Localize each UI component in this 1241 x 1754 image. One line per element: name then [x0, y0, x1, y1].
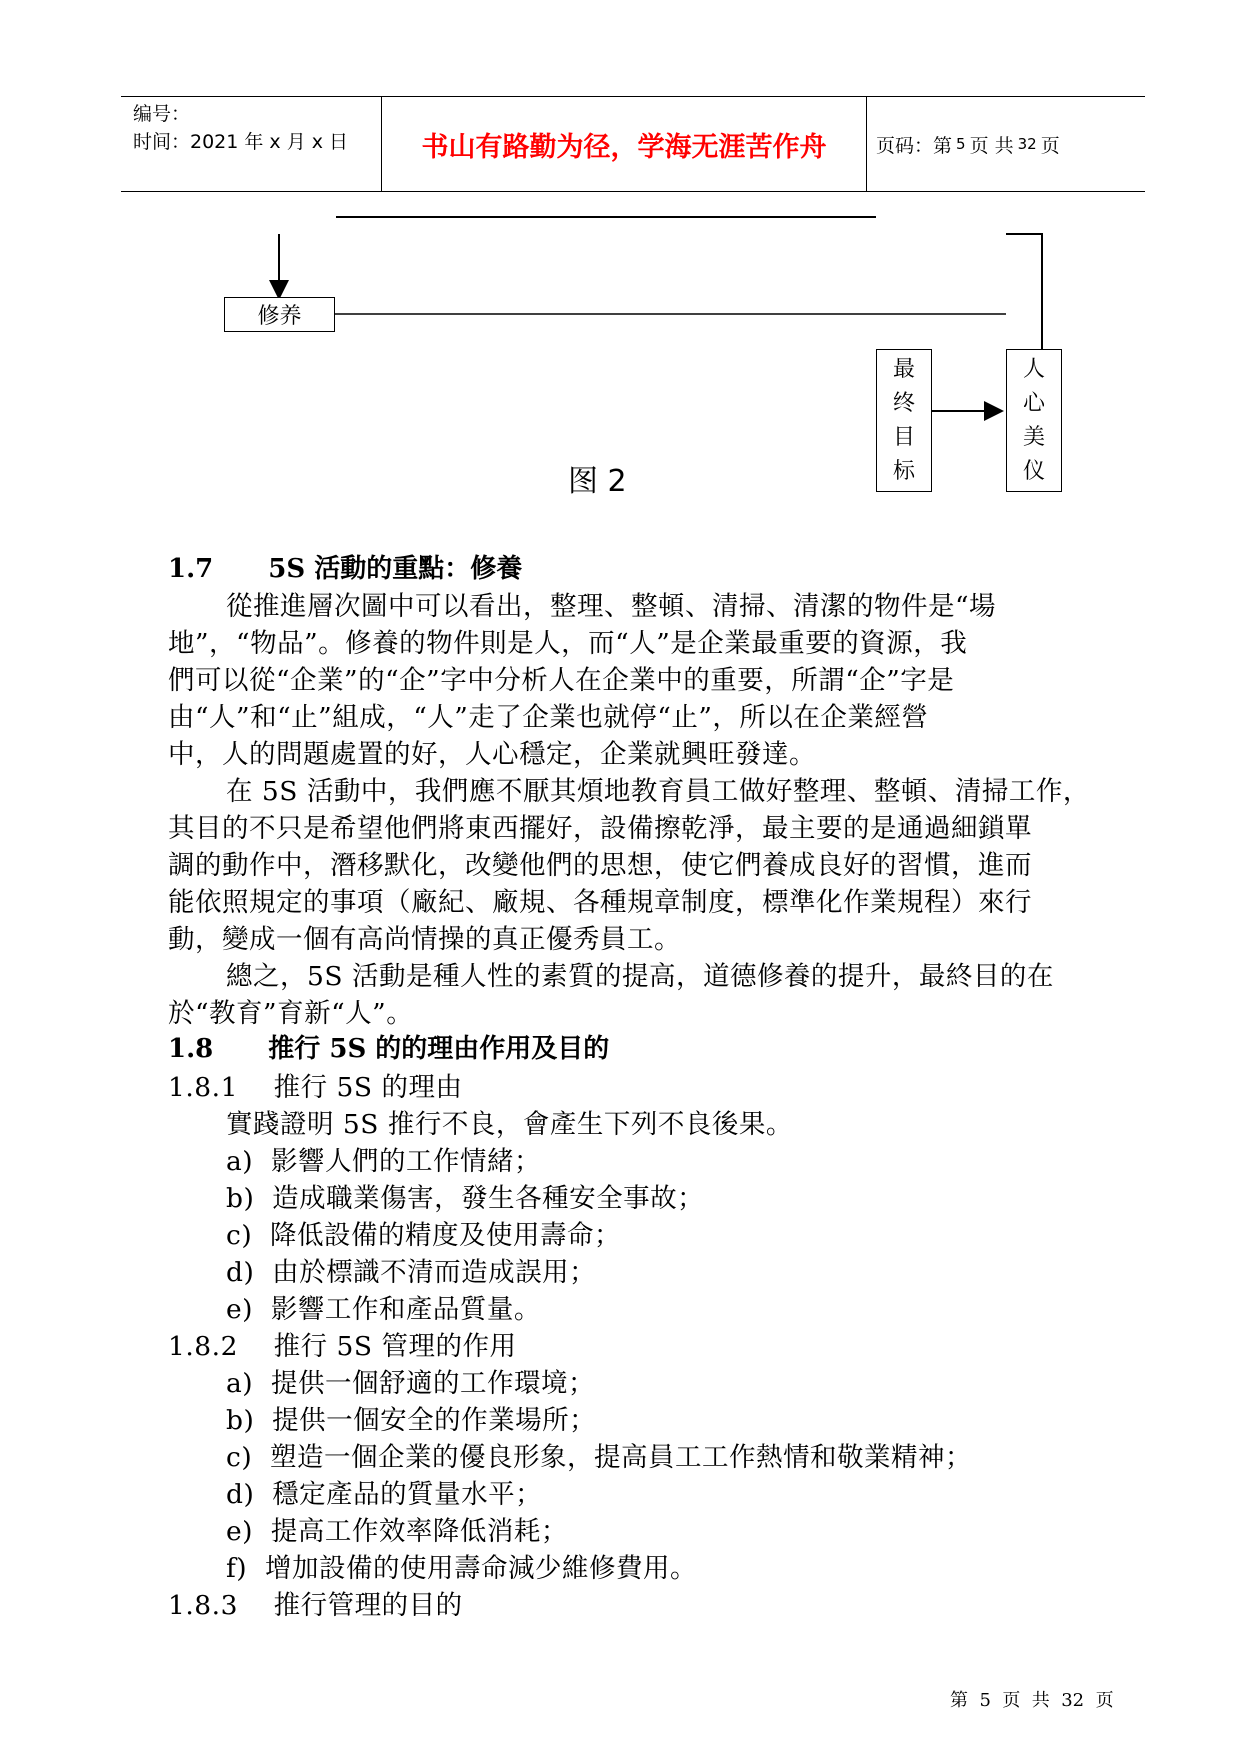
subsection-1-8-2: 1.8.2 推行 5S 管理的作用: [168, 1331, 517, 1362]
renxin-char: 美: [1022, 424, 1045, 450]
section-1-7-heading: [168, 548, 522, 585]
list-item: a) 影響人們的工作情緒；: [226, 1146, 541, 1177]
list-item: b) 造成職業傷害，發生各種安全事故；: [226, 1183, 705, 1214]
list-item: a) 提供一個舒適的工作環境；: [226, 1368, 595, 1399]
list-item: e) 提高工作效率降低消耗；: [226, 1516, 568, 1547]
figure-2-diagram: [0, 0, 1241, 520]
page-total: 32: [1017, 135, 1037, 153]
paragraph-line: 由“人”和“止”組成，“人”走了企業也就停“止”，所以在企業經營: [168, 702, 929, 733]
paragraph-line: 從推進層次圖中可以看出，整理、整頓、清掃、清潔的物件是“場: [226, 591, 997, 622]
list-item: e) 影響工作和產品質量。: [226, 1294, 541, 1325]
goal-char: 目: [892, 424, 915, 450]
figure-caption: 图 2: [568, 464, 627, 499]
list-item: c) 塑造一個企業的優良形象，提高員工工作熱情和敬業精神；: [226, 1442, 973, 1473]
section-title: 5S 活動的重點：修養: [268, 554, 523, 584]
section-number: 1.8: [168, 1034, 214, 1064]
page-suffix: 页: [1040, 134, 1060, 157]
subsection-intro: 實踐證明 5S 推行不良，會產生下列不良後果。: [226, 1109, 793, 1140]
paragraph-line: 其目的不只是希望他們將東西擺好，設備擦乾淨，最主要的是通過細鎖單: [168, 813, 1032, 844]
list-item: f) 增加設備的使用壽命減少維修費用。: [226, 1553, 697, 1584]
list-item: b) 提供一個安全的作業場所；: [226, 1405, 597, 1436]
box-final-goal: [876, 349, 932, 492]
section-title: 推行 5S 的的理由作用及目的: [268, 1034, 610, 1064]
date-label: 时间：2021 年 x 月 x 日: [133, 131, 349, 153]
page-number: 5: [956, 135, 966, 153]
paragraph-line: 地”，“物品”。修養的物件則是人，而“人”是企業最重要的資源，我: [168, 628, 968, 659]
right-bracket-line: [1006, 234, 1042, 349]
page-prefix: 页码：第: [876, 134, 953, 157]
paragraph-line: 們可以從“企業”的“企”字中分析人在企業中的重要，所謂“企”字是: [168, 665, 955, 696]
page-footer: 第 5 页 共 32 页: [950, 1690, 1114, 1711]
renxin-char: 心: [1022, 390, 1045, 416]
subsection-1-8-1: 1.8.1 推行 5S 的理由: [168, 1072, 463, 1103]
renxin-char: 人: [1022, 356, 1045, 382]
paragraph-line: 在 5S 活動中，我們應不厭其煩地教育員工做好整理、整頓、清掃工作，: [226, 776, 1090, 807]
list-item: d) 由於標識不清而造成誤用；: [226, 1257, 597, 1288]
box-xiuyang-label: 修养: [257, 304, 302, 329]
page-mid: 页 共: [969, 134, 1014, 157]
section-number: 1.7: [168, 554, 214, 584]
goal-char: 最: [892, 356, 915, 382]
section-1-8-heading: [168, 1028, 609, 1065]
paragraph-line: 調的動作中，潛移默化，改變他們的思想，使它們養成良好的習慣，進而: [168, 850, 1032, 881]
subsection-1-8-3: 1.8.3 推行管理的目的: [168, 1590, 463, 1621]
number-label: 编号：: [133, 103, 191, 125]
box-xiuyang: [224, 297, 335, 332]
paragraph-line: 中，人的問題處置的好，人心穩定，企業就興旺發達。: [168, 739, 816, 770]
renxin-char: 仪: [1022, 458, 1045, 484]
goal-char: 终: [892, 390, 915, 416]
paragraph-line: 總之，5S 活動是種人性的素質的提高，道德修養的提升，最終目的在: [226, 961, 1054, 992]
box-renxin-meiyi: [1006, 349, 1062, 492]
paragraph-line: 於“教育”育新“人”。: [168, 998, 414, 1029]
paragraph-line: 能依照規定的事項（廠紀、廠規、各種規章制度，標準化作業規程）來行: [168, 887, 1032, 918]
paragraph-line: 動，變成一個有高尚情操的真正優秀員工。: [168, 924, 681, 955]
goal-char: 标: [892, 458, 915, 484]
list-item: c) 降低設備的精度及使用壽命；: [226, 1220, 622, 1251]
list-item: d) 穩定產品的質量水平；: [226, 1479, 543, 1510]
motto: 书山有路勤为径，学海无涯苦作舟: [421, 131, 827, 163]
